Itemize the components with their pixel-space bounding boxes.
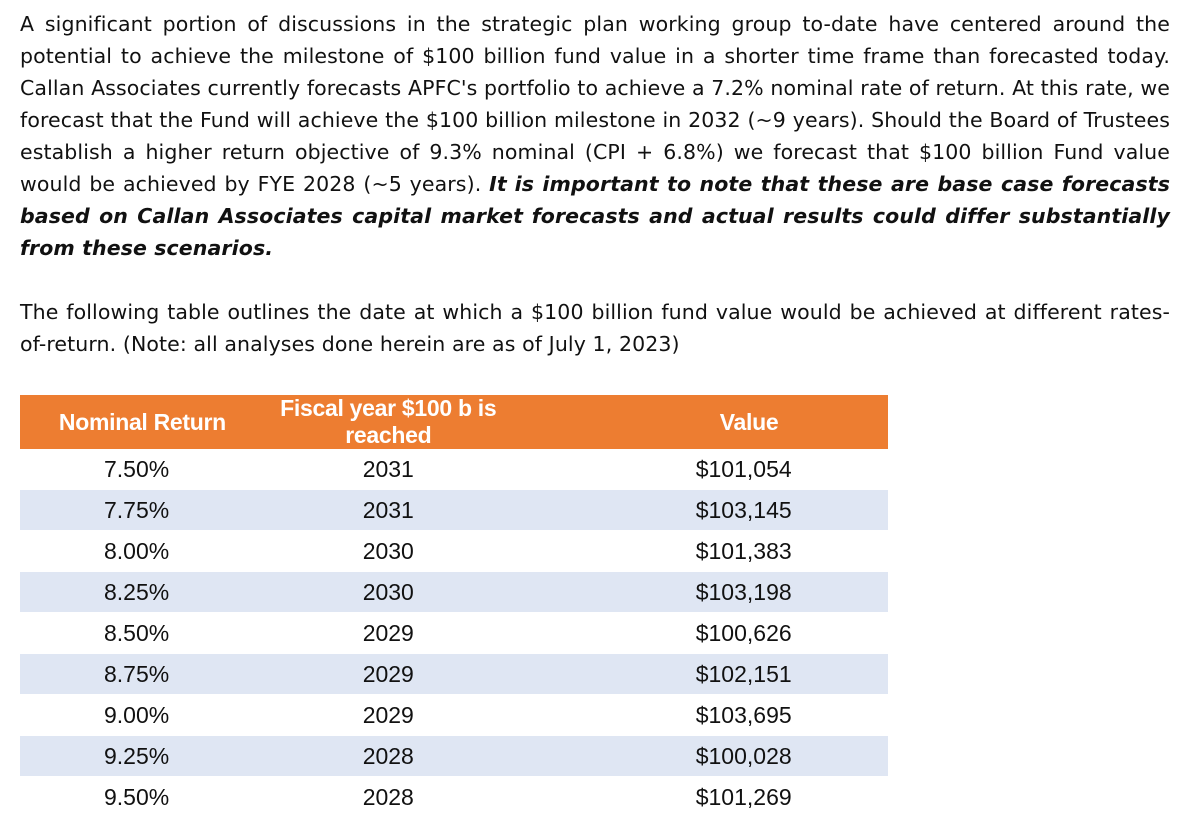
table-row	[20, 736, 888, 777]
cell-nominal-return: 9.50%	[20, 777, 265, 818]
table-row	[20, 695, 888, 736]
cell-nominal-return: 8.50%	[20, 613, 265, 654]
cell-nominal-return: 8.00%	[20, 531, 265, 572]
cell-value: $103,145	[512, 490, 888, 531]
cell-fiscal-year: 2029	[265, 695, 512, 736]
return-table	[20, 395, 888, 818]
table-intro-line-1: The following table outlines the date at which a $100 billion fund value would be achieved at	[20, 300, 1006, 324]
table-header-row	[20, 395, 888, 449]
document-page	[20, 8, 1170, 810]
cell-value: $103,695	[512, 695, 888, 736]
table-intro-line-2: different rates-of-return. (Note: all analyses done herein are as of July 1, 2023)	[20, 300, 1170, 356]
emphasis-line-3: forecasts and actual results could differ substantially from these scenarios.	[20, 204, 1170, 260]
table-row	[20, 449, 888, 490]
cell-fiscal-year: 2031	[265, 490, 512, 531]
cell-fiscal-year: 2031	[265, 449, 512, 490]
cell-value: $101,383	[512, 531, 888, 572]
intro-line-5: (~9 years). Should the Board of Trustees establish a higher return objective of 9.3% nominal (CPI	[20, 108, 1170, 164]
cell-value: $103,198	[512, 572, 888, 613]
cell-value: $100,028	[512, 736, 888, 777]
cell-nominal-return: 9.00%	[20, 695, 265, 736]
table-row	[20, 531, 888, 572]
table-row	[20, 613, 888, 654]
cell-value: $100,626	[512, 613, 888, 654]
cell-fiscal-year: 2028	[265, 777, 512, 818]
cell-value: $101,269	[512, 777, 888, 818]
intro-line-1: A significant portion of discussions in the strategic plan working group to-date have centered around	[20, 12, 1126, 36]
cell-nominal-return: 7.75%	[20, 490, 265, 531]
cell-fiscal-year: 2029	[265, 654, 512, 695]
cell-nominal-return: 8.25%	[20, 572, 265, 613]
cell-fiscal-year: 2029	[265, 613, 512, 654]
emphasis-line-1: It	[489, 172, 507, 196]
cell-value: $102,151	[512, 654, 888, 695]
cell-nominal-return: 8.75%	[20, 654, 265, 695]
cell-nominal-return: 7.50%	[20, 449, 265, 490]
cell-fiscal-year: 2028	[265, 736, 512, 777]
cell-value: $101,054	[512, 449, 888, 490]
column-header-fiscal-year: Fiscal year $100 b is reached	[265, 395, 512, 449]
table-row	[20, 572, 888, 613]
intro-line-3: forecasted today. Callan Associates currently forecasts APFC's portfolio to achieve a 7.2% nominal	[20, 44, 1170, 100]
cell-nominal-return: 9.25%	[20, 736, 265, 777]
return-table-container	[20, 395, 888, 818]
table-intro-paragraph	[20, 296, 1170, 360]
table-row	[20, 654, 888, 695]
column-header-nominal-return: Nominal Return	[20, 395, 265, 449]
column-header-value: Value	[512, 395, 888, 449]
table-row	[20, 490, 888, 531]
intro-line-4: rate of return. At this rate, we forecast that the Fund will achieve the $100 billion milestone in 2032	[20, 76, 1170, 132]
cell-fiscal-year: 2030	[265, 531, 512, 572]
intro-line-6: + 6.8%) we forecast that $100 billion Fund value would be achieved by FYE 2028 (~5 years).	[20, 140, 1170, 196]
emphasis-line-2: is important to note that these are base case forecasts based on Callan Associates capital market	[20, 172, 1170, 228]
table-row	[20, 777, 888, 818]
cell-fiscal-year: 2030	[265, 572, 512, 613]
intro-paragraph	[20, 8, 1170, 264]
intro-line-2: the potential to achieve the milestone of $100 billion fund value in a shorter time frame than	[20, 12, 1170, 68]
